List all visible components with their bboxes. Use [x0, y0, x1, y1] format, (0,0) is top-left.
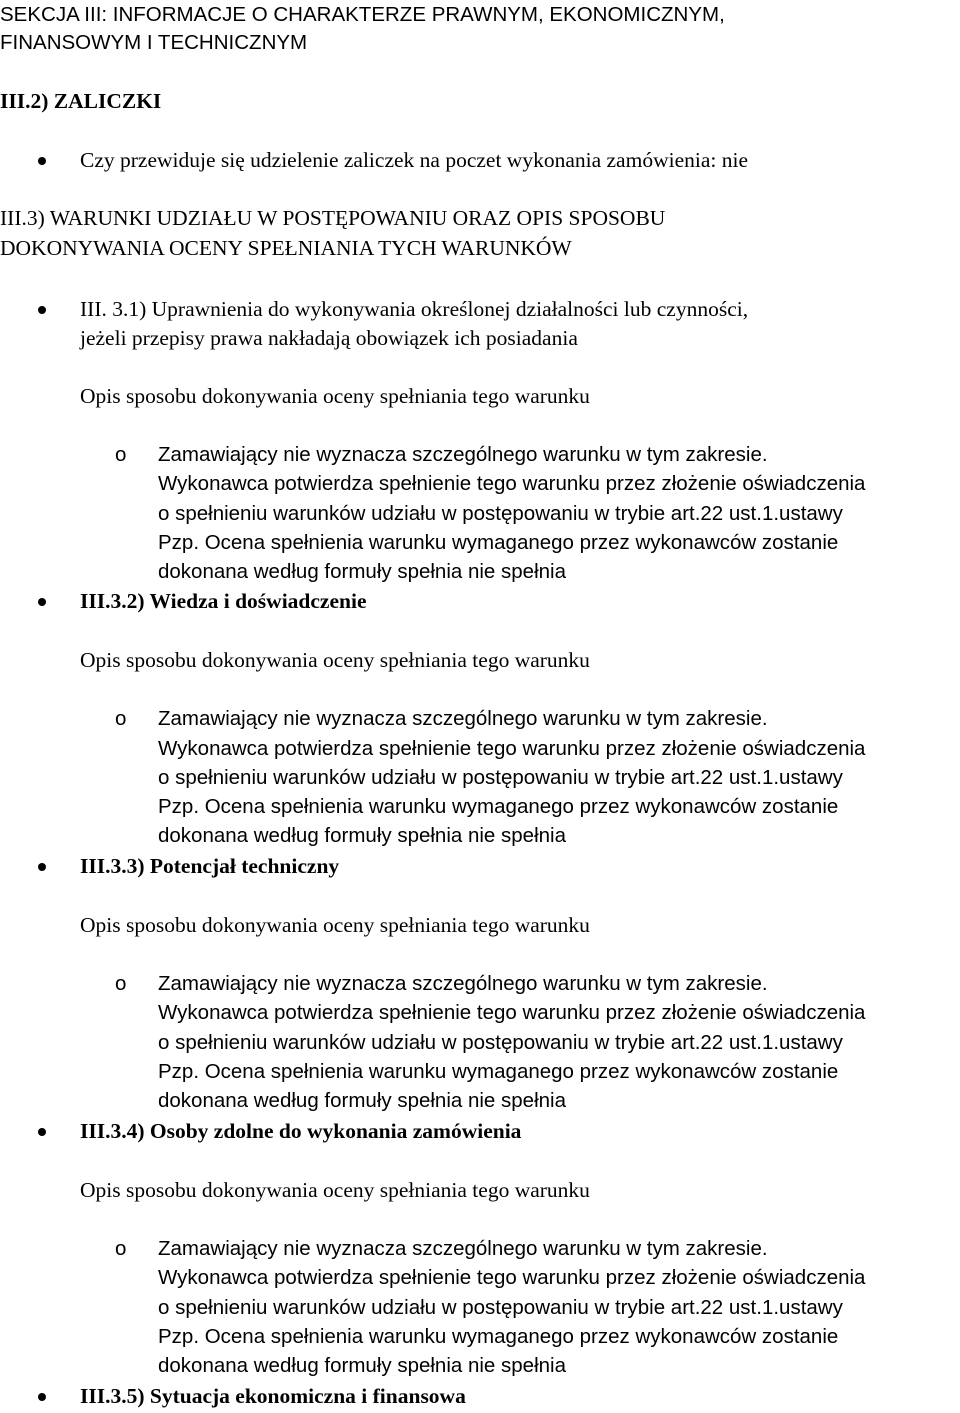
bullet-icon: [38, 1393, 46, 1401]
condition-4-title: III.3.4) Osoby zdolne do wykonania zamówienia: [80, 1119, 522, 1143]
conditions-heading-line-2: DOKONYWANIA OCENY SPEŁNIANIA TYCH WARUNKÓW: [0, 236, 572, 260]
condition-3-assessment-line-5: dokonana według formuły spełnia nie spełnia: [158, 1089, 566, 1112]
condition-1-assessment-line-5: dokonana według formuły spełnia nie spełnia: [158, 560, 566, 583]
advances-heading: III.2) ZALICZKI: [0, 89, 162, 113]
circle-bullet-icon: o: [115, 972, 127, 995]
condition-3-title: III.3.3) Potencjał techniczny: [80, 854, 340, 878]
circle-bullet-icon: o: [115, 1237, 127, 1260]
condition-3-assessment-label: Opis sposobu dokonywania oceny spełniania tego warunku: [80, 913, 590, 937]
section-heading-line-2: FINANSOWYM I TECHNICZNYM: [0, 31, 308, 54]
condition-2-assessment-line-5: dokonana według formuły spełnia nie spełnia: [158, 824, 566, 847]
condition-5-title: III.3.5) Sytuacja ekonomiczna i finansowa: [80, 1384, 466, 1408]
advances-question: Czy przewiduje się udzielenie zaliczek na poczet wykonania zamówienia: nie: [80, 148, 748, 172]
bullet-icon: [38, 863, 46, 871]
bullet-icon: [38, 1128, 46, 1136]
condition-4-assessment-line-5: dokonana według formuły spełnia nie spełnia: [158, 1354, 566, 1377]
condition-1-title-line-2: jeżeli przepisy prawa nakładają obowiązek ich posiadania: [80, 326, 578, 350]
condition-3-assessment-line-1: Zamawiający nie wyznacza szczególnego warunku w tym zakresie.: [158, 972, 768, 995]
condition-4-assessment-line-1: Zamawiający nie wyznacza szczególnego warunku w tym zakresie.: [158, 1237, 768, 1260]
condition-2-title: III.3.2) Wiedza i doświadczenie: [80, 589, 367, 613]
bullet-icon: [38, 598, 46, 606]
condition-3-assessment-line-2: Wykonawca potwierdza spełnienie tego warunku przez złożenie oświadczenia: [158, 1001, 866, 1024]
condition-1-assessment-line-3: o spełnieniu warunków udziału w postępowaniu w trybie art.22 ust.1.ustawy: [158, 502, 843, 525]
condition-2-assessment-line-2: Wykonawca potwierdza spełnienie tego warunku przez złożenie oświadczenia: [158, 737, 866, 760]
condition-4-assessment-label: Opis sposobu dokonywania oceny spełniania tego warunku: [80, 1178, 590, 1202]
condition-2-assessment-label: Opis sposobu dokonywania oceny spełniania tego warunku: [80, 648, 590, 672]
condition-2-assessment-line-3: o spełnieniu warunków udziału w postępowaniu w trybie art.22 ust.1.ustawy: [158, 766, 843, 789]
condition-2-assessment-line-1: Zamawiający nie wyznacza szczególnego warunku w tym zakresie.: [158, 707, 768, 730]
condition-1-assessment-line-1: Zamawiający nie wyznacza szczególnego warunku w tym zakresie.: [158, 443, 768, 466]
condition-1-assessment-label: Opis sposobu dokonywania oceny spełniania tego warunku: [80, 384, 590, 408]
section-heading-line-1: SEKCJA III: INFORMACJE O CHARAKTERZE PRAWNYM, EKONOMICZNYM,: [0, 3, 725, 26]
condition-1-title-line-1: III. 3.1) Uprawnienia do wykonywania określonej działalności lub czynności,: [80, 297, 749, 321]
circle-bullet-icon: o: [115, 443, 127, 466]
condition-4-assessment-line-4: Pzp. Ocena spełnienia warunku wymaganego przez wykonawców zostanie: [158, 1325, 839, 1348]
bullet-icon: [38, 157, 46, 165]
condition-4-assessment-line-2: Wykonawca potwierdza spełnienie tego warunku przez złożenie oświadczenia: [158, 1266, 866, 1289]
condition-4-assessment-line-3: o spełnieniu warunków udziału w postępowaniu w trybie art.22 ust.1.ustawy: [158, 1296, 843, 1319]
circle-bullet-icon: o: [115, 707, 127, 730]
bullet-icon: [38, 306, 46, 314]
condition-3-assessment-line-4: Pzp. Ocena spełnienia warunku wymaganego przez wykonawców zostanie: [158, 1060, 839, 1083]
condition-2-assessment-line-4: Pzp. Ocena spełnienia warunku wymaganego przez wykonawców zostanie: [158, 795, 839, 818]
conditions-heading-line-1: III.3) WARUNKI UDZIAŁU W POSTĘPOWANIU ORAZ OPIS SPOSOBU: [0, 206, 666, 230]
condition-3-assessment-line-3: o spełnieniu warunków udziału w postępowaniu w trybie art.22 ust.1.ustawy: [158, 1031, 843, 1054]
condition-1-assessment-line-2: Wykonawca potwierdza spełnienie tego warunku przez złożenie oświadczenia: [158, 472, 866, 495]
condition-1-assessment-line-4: Pzp. Ocena spełnienia warunku wymaganego przez wykonawców zostanie: [158, 531, 839, 554]
